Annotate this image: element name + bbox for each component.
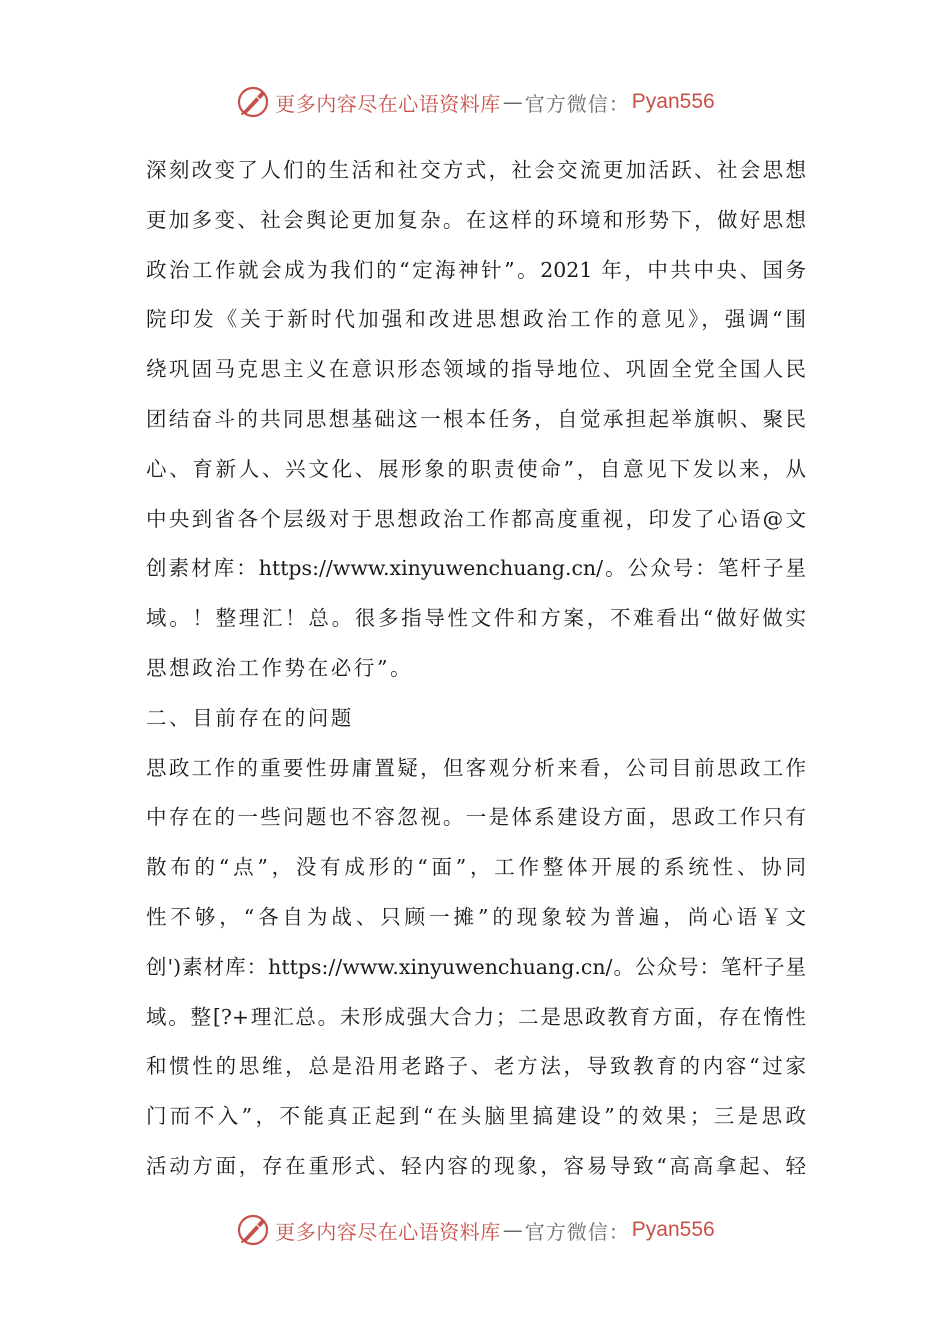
footer-banner xyxy=(0,1208,950,1252)
body-line: 团结奋斗的共同思想基础这一根本任务，自觉承担起举旗帜、聚民 xyxy=(146,406,806,431)
body-line: 政治工作就会成为我们的“定海神针”。2021 年，中共中央、国务 xyxy=(146,257,806,282)
body-line: 活动方面，存在重形式、轻内容的现象，容易导致“高高拿起、轻 xyxy=(146,1153,806,1178)
body-line: 创')素材库：https://www.xinyuwenchuang.cn/。公众号：笔杆子星 xyxy=(146,954,806,979)
body-line: 域。整[?+理汇总。未形成强大合力；二是思政教育方面，存在惰性 xyxy=(146,1004,806,1029)
body-line: 门而不入”，不能真正起到“在头脑里搞建设”的效果；三是思政 xyxy=(146,1104,806,1129)
body-line: 和惯性的思维，总是沿用老路子、老方法，导致教育的内容“过家 xyxy=(146,1054,806,1079)
banner-wechat-id: Pyan556 xyxy=(631,1218,715,1241)
banner-wechat-label: 官方微信： xyxy=(524,1219,630,1244)
body-line: 中央到省各个层级对于思想政治工作都高度重视，印发了心语@文 xyxy=(146,506,806,531)
header-banner xyxy=(0,80,950,124)
body-line: 中存在的一些问题也不容忽视。一是体系建设方面，思政工作只有 xyxy=(146,805,806,830)
body-line: 思政工作的重要性毋庸置疑，但客观分析来看，公司目前思政工作 xyxy=(146,755,806,780)
body-line: 创素材库：https://www.xinyuwenchuang.cn/。公众号：笔杆子星 xyxy=(146,556,806,581)
body-line: 绕巩固马克思主义在意识形态领域的指导地位、巩固全党全国人民 xyxy=(146,357,806,382)
banner-dash: — xyxy=(502,1218,523,1242)
body-line: 思想政治工作势在必行”。 xyxy=(146,655,414,680)
section-heading: 二、目前存在的问题 xyxy=(146,705,354,730)
body-line: 散布的“点”，没有成形的“面”，工作整体开展的系统性、协同 xyxy=(146,855,806,880)
body-line: 深刻改变了人们的生活和社交方式，社会交流更加活跃、社会思想 xyxy=(146,158,806,182)
body-line: 院印发《关于新时代加强和改进思想政治工作的意见》，强调“围 xyxy=(146,307,806,332)
banner-site-name: 更多内容尽在心语资料库 xyxy=(275,91,501,116)
body-line: 心、育新人、兴文化、展形象的职责使命”，自意见下发以来，从 xyxy=(146,456,806,481)
quill-pen-logo-icon xyxy=(235,84,271,120)
body-line: 域。！整理汇！总。很多指导性文件和方案，不难看出“做好做实 xyxy=(146,606,806,631)
banner-wechat-label: 官方微信： xyxy=(524,91,630,116)
document-body xyxy=(146,146,806,1192)
banner-site-name: 更多内容尽在心语资料库 xyxy=(275,1219,501,1244)
body-line: 更加多变、社会舆论更加复杂。在这样的环境和形势下，做好思想 xyxy=(146,207,806,232)
body-line: 性不够，“各自为战、只顾一摊”的现象较为普遍，尚心语￥文 xyxy=(146,904,806,929)
banner-dash: — xyxy=(502,90,523,114)
banner-wechat-id: Pyan556 xyxy=(631,90,715,113)
quill-pen-logo-icon xyxy=(235,1212,271,1248)
